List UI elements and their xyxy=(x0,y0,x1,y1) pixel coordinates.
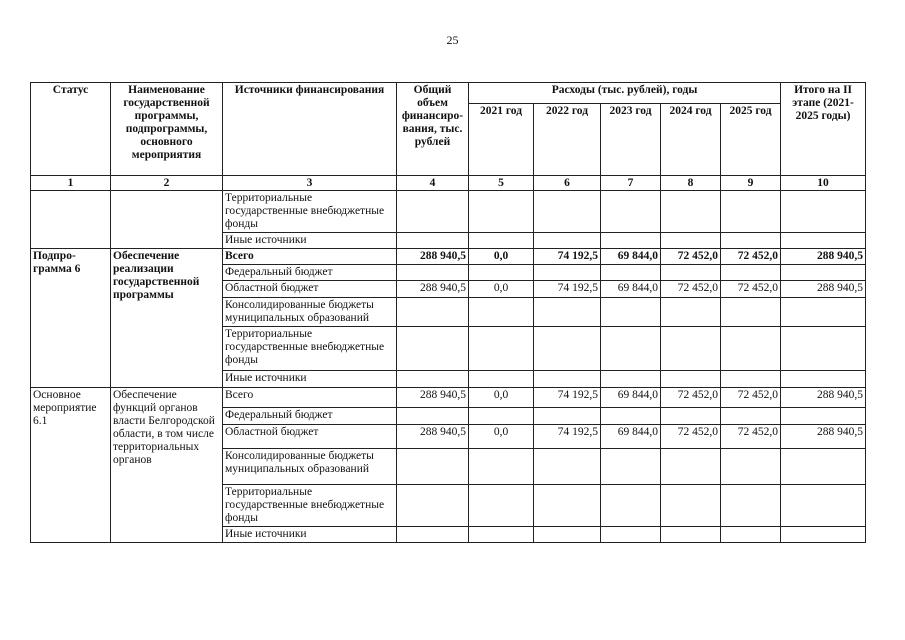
page-number: 25 xyxy=(446,33,459,47)
source-cell: Консолидированные бюджеты муниципальных образований xyxy=(223,298,397,327)
name-cell: Обеспечение функций органов власти Белгородской области, в том числе территориальных органов xyxy=(111,388,223,543)
value-cell xyxy=(534,265,601,281)
column-number: 4 xyxy=(397,176,469,191)
value-cell xyxy=(781,449,866,485)
value-cell: 288 940,5 xyxy=(781,249,866,265)
source-cell: Территориальные государственные внебюджетные фонды xyxy=(223,191,397,233)
source-cell: Иные источники xyxy=(223,233,397,249)
value-cell xyxy=(534,327,601,371)
header-sources: Источники финансирования xyxy=(223,83,397,176)
source-cell: Областной бюджет xyxy=(223,425,397,449)
value-cell xyxy=(661,191,721,233)
column-number: 5 xyxy=(469,176,534,191)
value-cell xyxy=(781,408,866,425)
source-cell: Иные источники xyxy=(223,527,397,543)
value-cell: 72 452,0 xyxy=(721,281,781,298)
value-cell xyxy=(601,327,661,371)
header-year-2022: 2022 год xyxy=(534,104,601,176)
value-cell xyxy=(661,371,721,388)
column-number: 10 xyxy=(781,176,866,191)
budget-table xyxy=(30,82,866,543)
value-cell xyxy=(397,485,469,527)
header-year-2025: 2025 год xyxy=(721,104,781,176)
source-cell: Территориальные государственные внебюджетные фонды xyxy=(223,327,397,371)
source-cell: Федеральный бюджет xyxy=(223,408,397,425)
value-cell xyxy=(601,233,661,249)
value-cell xyxy=(721,265,781,281)
value-cell xyxy=(397,327,469,371)
value-cell xyxy=(397,527,469,543)
value-cell xyxy=(781,298,866,327)
value-cell: 69 844,0 xyxy=(601,425,661,449)
value-cell: 288 940,5 xyxy=(781,425,866,449)
value-cell xyxy=(781,527,866,543)
header-year-2021: 2021 год xyxy=(469,104,534,176)
value-cell xyxy=(397,191,469,233)
value-cell xyxy=(534,191,601,233)
value-cell xyxy=(469,191,534,233)
source-cell: Всего xyxy=(223,388,397,408)
value-cell xyxy=(534,371,601,388)
value-cell xyxy=(469,371,534,388)
column-number: 7 xyxy=(601,176,661,191)
value-cell: 74 192,5 xyxy=(534,281,601,298)
value-cell xyxy=(781,191,866,233)
source-cell: Консолидированные бюджеты муниципальных образований xyxy=(223,449,397,485)
status-cell: Основное мероприятие 6.1 xyxy=(31,388,111,543)
column-number: 1 xyxy=(31,176,111,191)
value-cell xyxy=(469,265,534,281)
header-year-2024: 2024 год xyxy=(661,104,721,176)
value-cell xyxy=(534,527,601,543)
value-cell xyxy=(661,327,721,371)
value-cell xyxy=(781,371,866,388)
value-cell: 288 940,5 xyxy=(397,249,469,265)
value-cell: 72 452,0 xyxy=(661,249,721,265)
value-cell: 72 452,0 xyxy=(661,281,721,298)
value-cell: 0,0 xyxy=(469,281,534,298)
value-cell xyxy=(721,527,781,543)
value-cell xyxy=(661,527,721,543)
header-year-2023: 2023 год xyxy=(601,104,661,176)
value-cell xyxy=(469,485,534,527)
value-cell xyxy=(721,408,781,425)
value-cell xyxy=(721,485,781,527)
value-cell xyxy=(781,233,866,249)
column-number: 6 xyxy=(534,176,601,191)
header-total-volume: Общий объем финансиро-вания, тыс. рублей xyxy=(397,83,469,176)
value-cell: 69 844,0 xyxy=(601,388,661,408)
table-row xyxy=(31,191,866,233)
value-cell xyxy=(721,191,781,233)
value-cell xyxy=(534,485,601,527)
value-cell xyxy=(601,371,661,388)
source-cell: Иные источники xyxy=(223,371,397,388)
status-cell: Подпро-грамма 6 xyxy=(31,249,111,388)
value-cell: 74 192,5 xyxy=(534,388,601,408)
value-cell xyxy=(781,265,866,281)
value-cell xyxy=(781,485,866,527)
value-cell xyxy=(721,327,781,371)
value-cell xyxy=(469,233,534,249)
value-cell: 69 844,0 xyxy=(601,281,661,298)
value-cell xyxy=(397,449,469,485)
value-cell: 288 940,5 xyxy=(781,388,866,408)
value-cell xyxy=(601,527,661,543)
value-cell: 69 844,0 xyxy=(601,249,661,265)
source-cell: Областной бюджет xyxy=(223,281,397,298)
value-cell xyxy=(661,485,721,527)
value-cell xyxy=(397,265,469,281)
value-cell: 288 940,5 xyxy=(781,281,866,298)
value-cell: 288 940,5 xyxy=(397,281,469,298)
value-cell xyxy=(721,233,781,249)
name-cell-empty xyxy=(111,191,223,249)
value-cell xyxy=(661,408,721,425)
status-cell-empty xyxy=(31,191,111,249)
value-cell xyxy=(534,298,601,327)
value-cell xyxy=(469,527,534,543)
value-cell xyxy=(469,449,534,485)
value-cell xyxy=(721,449,781,485)
value-cell xyxy=(534,233,601,249)
source-cell: Федеральный бюджет xyxy=(223,265,397,281)
header-status: Статус xyxy=(31,83,111,176)
table-row xyxy=(31,388,866,408)
column-number: 3 xyxy=(223,176,397,191)
source-cell: Территориальные государственные внебюджетные фонды xyxy=(223,485,397,527)
value-cell xyxy=(661,265,721,281)
value-cell xyxy=(661,449,721,485)
value-cell xyxy=(601,485,661,527)
value-cell xyxy=(721,371,781,388)
value-cell xyxy=(661,298,721,327)
header-stage-total: Итого на II этапе (2021-2025 годы) xyxy=(781,83,866,176)
value-cell xyxy=(601,408,661,425)
value-cell xyxy=(601,191,661,233)
value-cell xyxy=(534,449,601,485)
value-cell: 72 452,0 xyxy=(721,425,781,449)
value-cell xyxy=(661,233,721,249)
source-cell: Всего xyxy=(223,249,397,265)
name-cell: Обеспечение реализации государственной программы xyxy=(111,249,223,388)
column-number: 8 xyxy=(661,176,721,191)
value-cell xyxy=(469,327,534,371)
header-expenses: Расходы (тыс. рублей), годы xyxy=(469,83,781,104)
value-cell xyxy=(469,408,534,425)
value-cell: 0,0 xyxy=(469,388,534,408)
column-number: 2 xyxy=(111,176,223,191)
value-cell xyxy=(721,298,781,327)
value-cell xyxy=(469,298,534,327)
value-cell: 72 452,0 xyxy=(721,388,781,408)
value-cell xyxy=(601,449,661,485)
value-cell: 0,0 xyxy=(469,249,534,265)
column-numbers-row xyxy=(31,176,866,191)
value-cell xyxy=(601,265,661,281)
value-cell: 74 192,5 xyxy=(534,249,601,265)
value-cell: 72 452,0 xyxy=(661,425,721,449)
value-cell xyxy=(601,298,661,327)
value-cell: 288 940,5 xyxy=(397,388,469,408)
value-cell: 288 940,5 xyxy=(397,425,469,449)
value-cell: 72 452,0 xyxy=(661,388,721,408)
table-row xyxy=(31,249,866,265)
value-cell xyxy=(397,298,469,327)
value-cell: 0,0 xyxy=(469,425,534,449)
value-cell: 72 452,0 xyxy=(721,249,781,265)
value-cell xyxy=(781,327,866,371)
value-cell xyxy=(397,408,469,425)
value-cell xyxy=(397,371,469,388)
value-cell: 74 192,5 xyxy=(534,425,601,449)
value-cell xyxy=(534,408,601,425)
column-number: 9 xyxy=(721,176,781,191)
header-name: Наименование государственной программы, подпрограммы, основного мероприятия xyxy=(111,83,223,176)
value-cell xyxy=(397,233,469,249)
